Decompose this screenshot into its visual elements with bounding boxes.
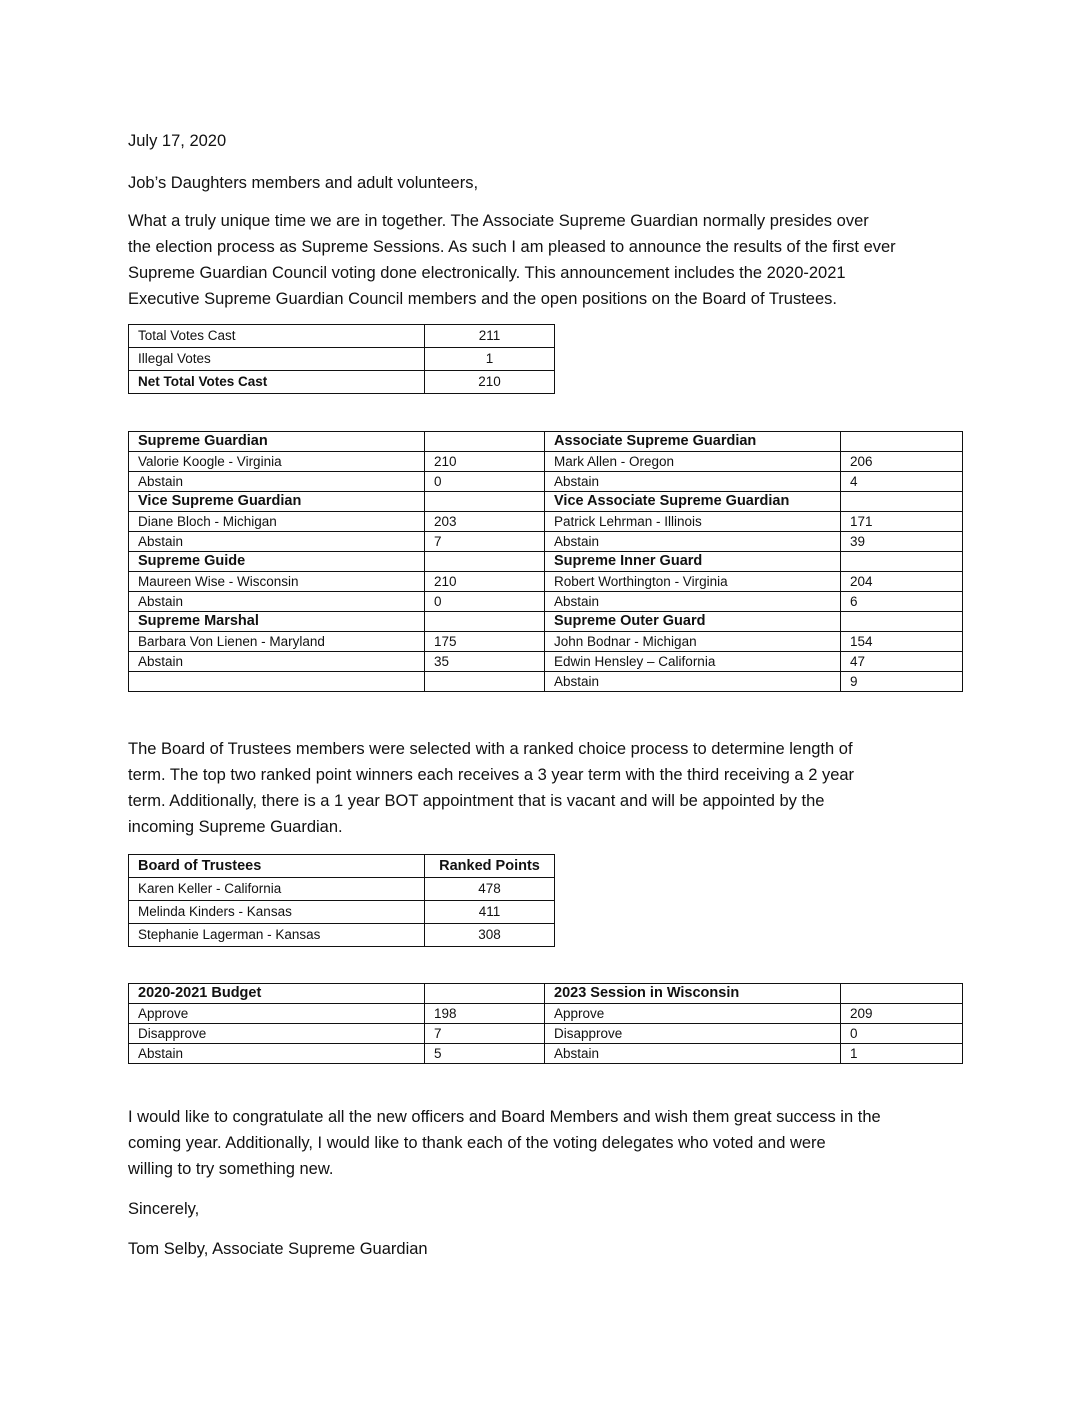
closing-line: willing to try something new.	[128, 1160, 334, 1178]
vote-count	[841, 552, 963, 572]
vote-summary-row	[129, 348, 555, 371]
candidate-name: Abstain	[129, 472, 425, 492]
vote-summary-row	[129, 325, 555, 348]
candidate-row	[129, 652, 963, 672]
closing-line: I would like to congratulate all the new officers and Board Members and wish them great success in the	[128, 1108, 881, 1126]
office-title: Supreme Marshal	[129, 612, 425, 632]
bot-header-row	[129, 855, 555, 878]
vote-count: 204	[841, 572, 963, 592]
vote-count: 39	[841, 532, 963, 552]
bot-header-points: Ranked Points	[425, 855, 555, 878]
vote-count: 7	[425, 532, 545, 552]
trustee-name: Karen Keller - California	[129, 878, 425, 901]
vote-count: 6	[841, 592, 963, 612]
trustee-points: 411	[425, 901, 555, 924]
vote-count: 47	[841, 652, 963, 672]
vote-summary-label: Total Votes Cast	[129, 325, 425, 348]
intro-line: Executive Supreme Guardian Council members and the open positions on the Board of Trustees.	[128, 290, 837, 308]
vote-summary-table	[128, 324, 555, 394]
candidate-row	[129, 512, 963, 532]
intro-paragraph	[128, 208, 968, 312]
trustee-row	[129, 924, 555, 947]
vote-summary-value: 1	[425, 348, 555, 371]
letter-date: July 17, 2020	[128, 132, 227, 150]
bot-intro-line: The Board of Trustees members were selected with a ranked choice process to determine length of	[128, 740, 853, 758]
office-title: Supreme Outer Guard	[545, 612, 841, 632]
vote-summary-value: 210	[425, 371, 555, 394]
bot-intro-line: term. The top two ranked point winners each receives a 3 year term with the third receiving a 2 year	[128, 766, 855, 784]
office-title: 2023 Session in Wisconsin	[545, 984, 841, 1004]
candidate-row	[129, 572, 963, 592]
vote-count	[425, 432, 545, 452]
vote-count: 206	[841, 452, 963, 472]
vote-summary-row	[129, 371, 555, 394]
trustee-points: 308	[425, 924, 555, 947]
candidate-name: Abstain	[129, 592, 425, 612]
vote-count	[841, 984, 963, 1004]
vote-count: 0	[425, 472, 545, 492]
vote-count: 9	[841, 672, 963, 692]
vote-count: 203	[425, 512, 545, 532]
office-heading-row	[129, 984, 963, 1004]
vote-summary-label: Net Total Votes Cast	[129, 371, 425, 394]
candidate-row	[129, 592, 963, 612]
office-heading-row	[129, 612, 963, 632]
trustee-row	[129, 878, 555, 901]
candidate-row	[129, 1004, 963, 1024]
candidate-name: Abstain	[545, 1044, 841, 1064]
office-heading-row	[129, 552, 963, 572]
budget-and-session-table	[128, 983, 963, 1064]
vote-count: 0	[841, 1024, 963, 1044]
intro-line: What a truly unique time we are in together. The Associate Supreme Guardian normally presides over	[128, 212, 869, 230]
vote-count	[425, 612, 545, 632]
candidate-row	[129, 1024, 963, 1044]
intro-line: the election process as Supreme Sessions. As such I am pleased to announce the results of the first ever	[128, 238, 896, 256]
bot-intro-line: incoming Supreme Guardian.	[128, 818, 343, 836]
office-title: Supreme Inner Guard	[545, 552, 841, 572]
candidate-row	[129, 1044, 963, 1064]
vote-count: 5	[425, 1044, 545, 1064]
intro-line: Supreme Guardian Council voting done electronically. This announcement includes the 2020-2021	[128, 264, 846, 282]
candidate-name: Disapprove	[545, 1024, 841, 1044]
candidate-name: Abstain	[129, 532, 425, 552]
candidate-name: Approve	[129, 1004, 425, 1024]
candidate-name: Diane Bloch - Michigan	[129, 512, 425, 532]
candidate-name: Abstain	[545, 472, 841, 492]
closing-paragraph	[128, 1104, 968, 1182]
vote-count: 7	[425, 1024, 545, 1044]
vote-count: 0	[425, 592, 545, 612]
vote-summary-value: 211	[425, 325, 555, 348]
office-heading-row	[129, 432, 963, 452]
vote-count	[841, 492, 963, 512]
candidate-name: Abstain	[129, 652, 425, 672]
vote-summary-label: Illegal Votes	[129, 348, 425, 371]
board-of-trustees-table	[128, 854, 555, 947]
trustee-name: Stephanie Lagerman - Kansas	[129, 924, 425, 947]
candidate-row	[129, 632, 963, 652]
board-of-trustees-paragraph	[128, 736, 968, 840]
vote-count: 4	[841, 472, 963, 492]
signoff: Sincerely,	[128, 1200, 200, 1218]
vote-count	[841, 612, 963, 632]
vote-count	[425, 552, 545, 572]
candidate-name: Approve	[545, 1004, 841, 1024]
vote-count	[425, 984, 545, 1004]
office-title: 2020-2021 Budget	[129, 984, 425, 1004]
vote-count	[841, 432, 963, 452]
candidate-name: Barbara Von Lienen - Maryland	[129, 632, 425, 652]
trustee-name: Melinda Kinders - Kansas	[129, 901, 425, 924]
vote-count	[425, 672, 545, 692]
candidate-row	[129, 672, 963, 692]
candidate-name: Mark Allen - Oregon	[545, 452, 841, 472]
vote-count	[425, 492, 545, 512]
vote-count: 209	[841, 1004, 963, 1024]
trustee-row	[129, 901, 555, 924]
office-title: Supreme Guardian	[129, 432, 425, 452]
office-title: Supreme Guide	[129, 552, 425, 572]
candidate-name: Maureen Wise - Wisconsin	[129, 572, 425, 592]
candidate-name: John Bodnar - Michigan	[545, 632, 841, 652]
candidate-name: Abstain	[545, 532, 841, 552]
candidate-name: Valorie Koogle - Virginia	[129, 452, 425, 472]
closing-line: coming year. Additionally, I would like to thank each of the voting delegates who voted and were	[128, 1134, 826, 1152]
vote-count: 198	[425, 1004, 545, 1024]
vote-count: 1	[841, 1044, 963, 1064]
office-heading-row	[129, 492, 963, 512]
candidate-name: Patrick Lehrman - Illinois	[545, 512, 841, 532]
candidate-row	[129, 452, 963, 472]
candidate-name: Disapprove	[129, 1024, 425, 1044]
vote-count: 175	[425, 632, 545, 652]
candidate-row	[129, 532, 963, 552]
vote-count: 35	[425, 652, 545, 672]
candidate-name: Abstain	[129, 1044, 425, 1064]
signature: Tom Selby, Associate Supreme Guardian	[128, 1240, 428, 1258]
candidate-name	[129, 672, 425, 692]
office-title: Associate Supreme Guardian	[545, 432, 841, 452]
office-title: Vice Supreme Guardian	[129, 492, 425, 512]
bot-intro-line: term. Additionally, there is a 1 year BOT appointment that is vacant and will be appointed by the	[128, 792, 825, 810]
candidate-name: Robert Worthington - Virginia	[545, 572, 841, 592]
candidate-name: Edwin Hensley – California	[545, 652, 841, 672]
vote-count: 171	[841, 512, 963, 532]
salutation: Job’s Daughters members and adult volunteers,	[128, 174, 479, 192]
trustee-points: 478	[425, 878, 555, 901]
officers-election-table	[128, 431, 963, 692]
vote-count: 154	[841, 632, 963, 652]
candidate-name: Abstain	[545, 672, 841, 692]
candidate-row	[129, 472, 963, 492]
candidate-name: Abstain	[545, 592, 841, 612]
office-title: Vice Associate Supreme Guardian	[545, 492, 841, 512]
vote-count: 210	[425, 572, 545, 592]
vote-count: 210	[425, 452, 545, 472]
bot-header-name: Board of Trustees	[129, 855, 425, 878]
